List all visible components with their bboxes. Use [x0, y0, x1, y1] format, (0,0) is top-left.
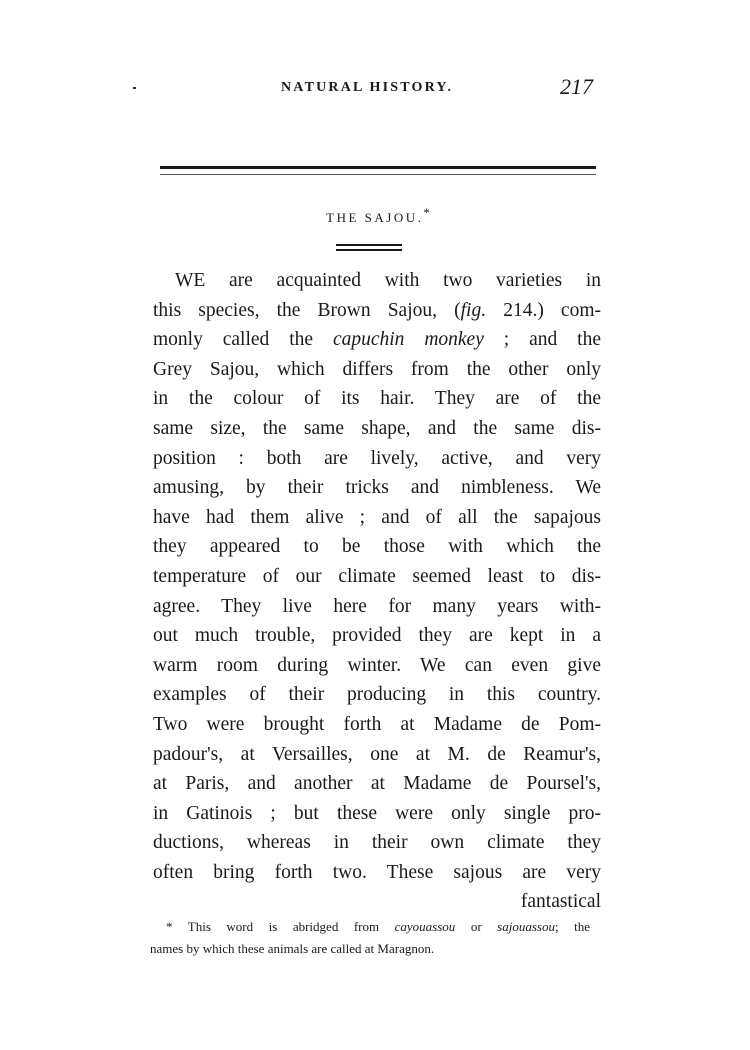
text-line: out much trouble, provided they are kept in a	[153, 625, 601, 647]
text-line: agree. They live here for many years with-	[153, 595, 601, 617]
text-line: ductions, whereas in their own climate they	[153, 832, 601, 854]
footnote-line: * This word is abridged from cayouassou or sajouassou; the	[166, 919, 590, 934]
ink-speck	[133, 87, 136, 89]
footnote	[150, 916, 590, 960]
section-title	[160, 205, 596, 226]
footnote-line: names by which these animals are called at Maragnon.	[150, 941, 435, 956]
text-line: at Paris, and another at Madame de Poursel's,	[153, 773, 601, 795]
running-title: NATURAL HISTORY.	[281, 80, 454, 95]
text-line: have had them alive ; and of all the sapajous	[153, 506, 601, 528]
text-line: warm room during winter. We can even give	[153, 654, 601, 676]
text-line: often bring forth two. These sajous are very	[153, 861, 601, 883]
text-line: position : both are lively, active, and very	[153, 447, 601, 469]
text-line: padour's, at Versailles, one at M. de Reamur's,	[153, 743, 601, 765]
footnote-marker: *	[423, 205, 430, 220]
catchword: fantastical	[520, 891, 601, 913]
text-line: in the colour of its hair. They are of the	[153, 388, 601, 410]
footnote-marker-bottom: *	[166, 919, 173, 934]
text-line: temperature of our climate seemed least to dis-	[153, 565, 601, 587]
header-rule-thin	[160, 174, 596, 175]
text-line: examples of their producing in this country.	[153, 684, 601, 706]
page-number: 217	[560, 74, 593, 99]
text-line: amusing, by their tricks and nimbleness. We	[153, 477, 601, 499]
text-line: Two were brought forth at Madame de Pom-	[153, 713, 601, 735]
section-title-text: THE SAJOU.	[326, 210, 424, 225]
ornament-rule-bottom	[336, 249, 402, 251]
body-text	[153, 266, 601, 917]
text-line: they appeared to be those with which the	[153, 536, 601, 558]
text-line: same size, the same shape, and the same dis-	[153, 417, 601, 439]
text-line: in Gatinois ; but these were only single pro-	[153, 802, 601, 824]
text-line: monly called the capuchin monkey ; and the	[153, 329, 601, 351]
text-line: this species, the Brown Sajou, (fig. 214.) com-	[153, 299, 601, 321]
running-head	[160, 72, 600, 112]
text-line: WE are acquainted with two varieties in	[175, 270, 601, 291]
header-rule-thick	[160, 166, 596, 169]
text-line: Grey Sajou, which differs from the other only	[153, 358, 601, 380]
ornament-rule-top	[336, 244, 402, 246]
